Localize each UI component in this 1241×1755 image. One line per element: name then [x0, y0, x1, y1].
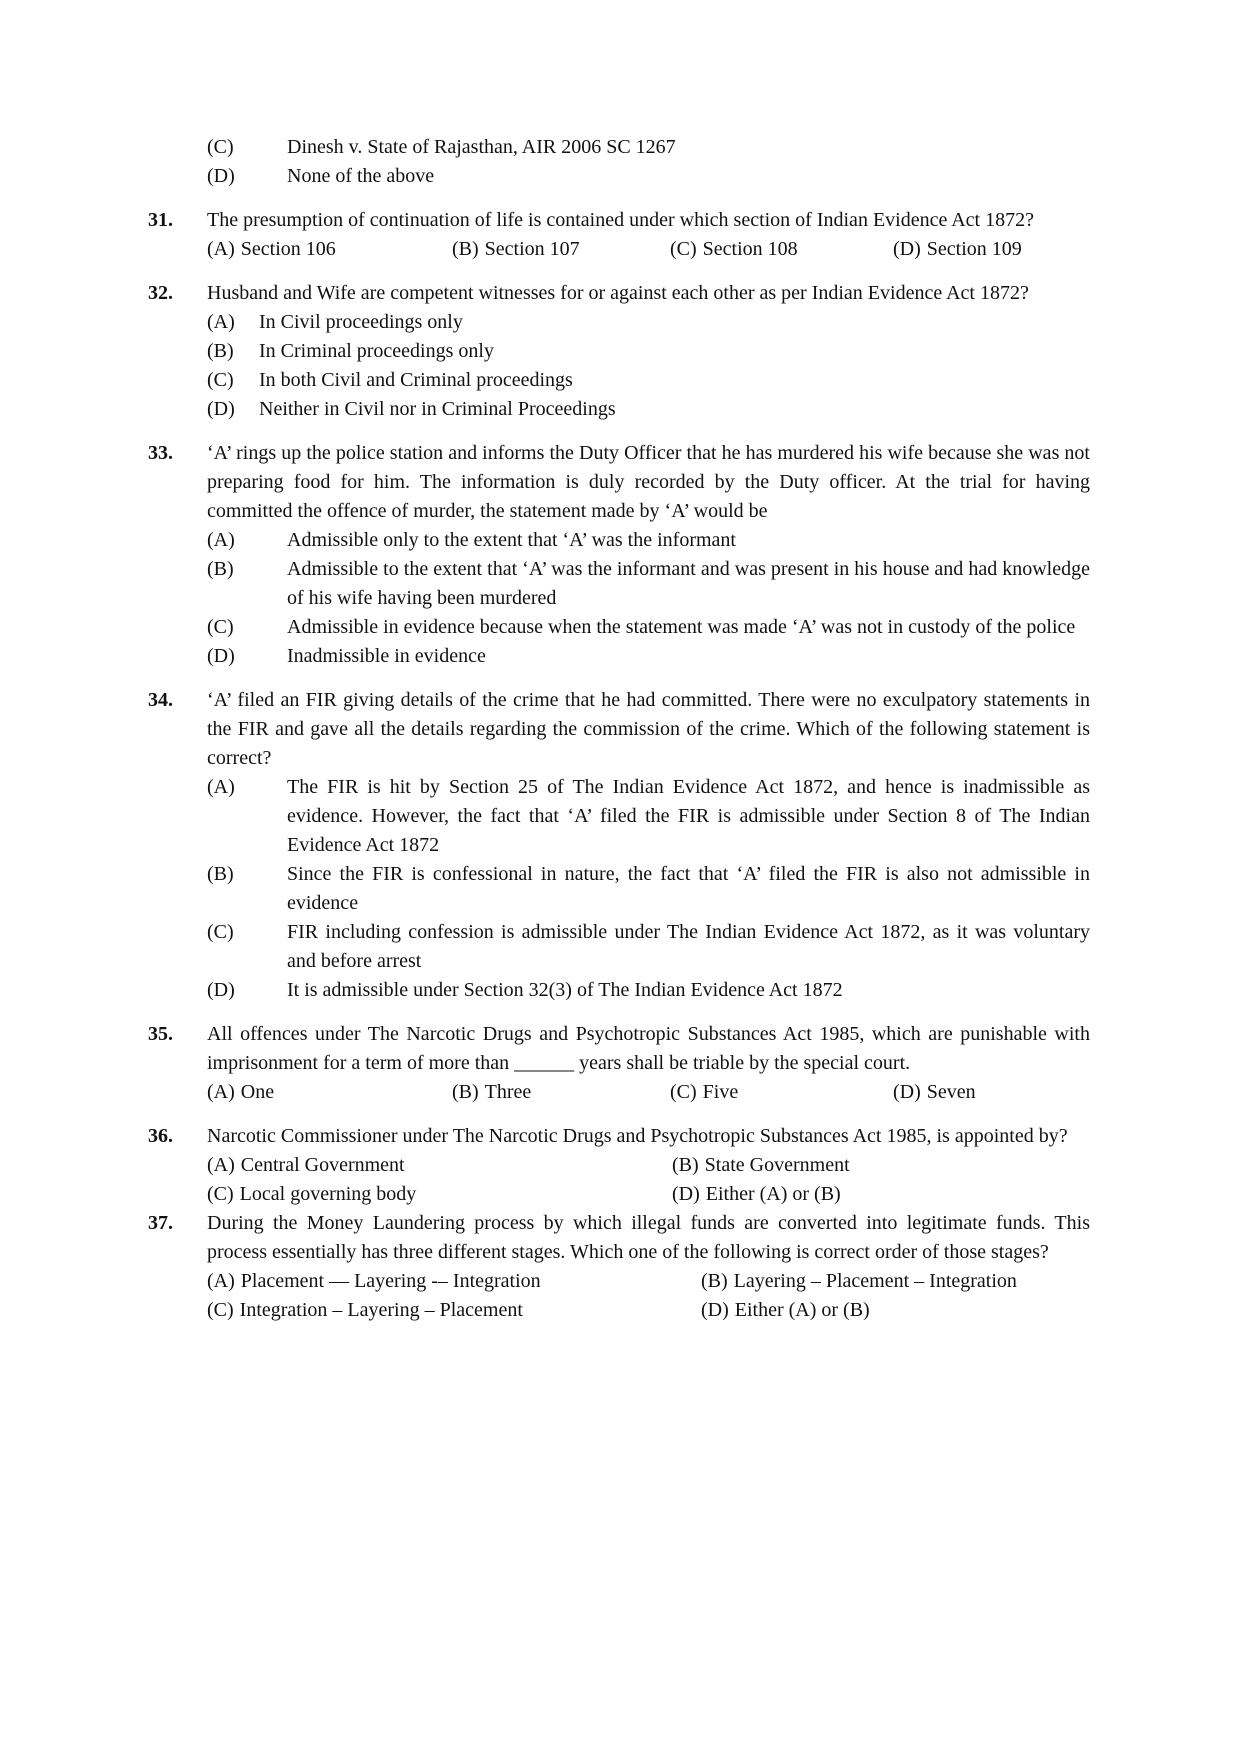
option — [701, 1267, 1090, 1296]
option-text: Neither in Civil nor in Criminal Proceedings — [259, 398, 616, 420]
option-label: (B) — [452, 1081, 479, 1103]
option-label: (A) — [207, 776, 235, 798]
option-row — [207, 773, 1090, 860]
question-36 — [148, 1122, 1241, 1209]
question-number: 31. — [148, 209, 173, 231]
option-label: (D) — [207, 979, 235, 1001]
option-text: Section 106 — [240, 238, 336, 260]
question-text: The presumption of continuation of life is contained under which section of Indian Evidence Act 1872? — [207, 209, 1034, 231]
option-text: In Criminal proceedings only — [259, 340, 494, 362]
option-label: (A) — [207, 1154, 235, 1176]
option-row — [207, 555, 1090, 613]
question-text: Narcotic Commissioner under The Narcotic Drugs and Psychotropic Substances Act 1985, is appointed by? — [207, 1125, 1068, 1147]
option-label: (B) — [207, 558, 234, 580]
options-row — [207, 1078, 1090, 1107]
option-row — [207, 613, 1090, 642]
option-label: (C) — [207, 616, 234, 638]
question-text: All offences under The Narcotic Drugs and Psychotropic Substances Act 1985, which are punishable with imprisonment for a term of more than ______ years shall be triable by the special court. — [207, 1023, 1090, 1074]
question-body — [207, 1020, 1090, 1107]
option-row — [207, 366, 1090, 395]
option-label: (D) — [207, 165, 235, 187]
option — [207, 1151, 672, 1180]
option — [893, 1078, 1090, 1107]
option-text: Integration – Layering – Placement — [239, 1299, 523, 1321]
question-number: 35. — [148, 1023, 173, 1045]
option-label: (A) — [207, 311, 235, 333]
option-text: Since the FIR is confessional in nature, the fact that ‘A’ filed the FIR is also not admissible in evidence — [287, 863, 1090, 914]
option-text: Admissible only to the extent that ‘A’ was the informant — [287, 529, 736, 551]
option-text: Admissible to the extent that ‘A’ was the informant and was present in his house and had knowledge of his wife having been murdered — [287, 558, 1090, 609]
option-label: (D) — [893, 238, 921, 260]
option-label: (C) — [207, 1183, 234, 1205]
option-label: (B) — [452, 238, 479, 260]
option-label: (C) — [207, 136, 234, 158]
option-label: (D) — [701, 1299, 729, 1321]
question-30-options — [148, 133, 1241, 191]
question-body — [207, 686, 1090, 1005]
question-number: 32. — [148, 282, 173, 304]
option-text: Local governing body — [239, 1183, 417, 1205]
option-text: Five — [702, 1081, 739, 1103]
option-text: FIR including confession is admissible under The Indian Evidence Act 1872, as it was voluntary and before arrest — [287, 921, 1090, 972]
option — [452, 235, 670, 264]
option-label: (D) — [893, 1081, 921, 1103]
option-text: It is admissible under Section 32(3) of The Indian Evidence Act 1872 — [287, 979, 843, 1001]
question-number: 37. — [148, 1212, 173, 1234]
option — [207, 1180, 672, 1209]
question-number — [148, 133, 207, 191]
option-text: State Government — [704, 1154, 850, 1176]
option-row — [207, 395, 1090, 424]
option-text: One — [240, 1081, 275, 1103]
option — [207, 1267, 701, 1296]
option — [893, 235, 1090, 264]
option-label: (D) — [207, 398, 235, 420]
option-row — [207, 976, 1090, 1005]
option — [672, 1180, 1090, 1209]
option-text: Section 107 — [484, 238, 580, 260]
option-text: Section 108 — [702, 238, 798, 260]
option-text: Section 109 — [926, 238, 1022, 260]
question-body — [207, 279, 1090, 424]
option — [670, 235, 893, 264]
question-body — [207, 439, 1090, 671]
option-label: (B) — [207, 863, 234, 885]
question-body — [207, 206, 1090, 264]
question-text: ‘A’ filed an FIR giving details of the crime that he had committed. There were no exculpatory statements in the FIR and gave all the details regarding the commission of the crime. Which of the following statement is correct? — [207, 689, 1090, 769]
question-34 — [148, 686, 1241, 1005]
question-body — [207, 1209, 1090, 1325]
option-label: (B) — [672, 1154, 699, 1176]
option-text: Placement — Layering -– Integration — [240, 1270, 541, 1292]
option-text: Inadmissible in evidence — [287, 645, 486, 667]
option-label: (A) — [207, 238, 235, 260]
option-text: Seven — [926, 1081, 976, 1103]
question-number: 34. — [148, 689, 173, 711]
options-row — [207, 1267, 1090, 1325]
option — [672, 1151, 1090, 1180]
option-label: (A) — [207, 1081, 235, 1103]
option-text: In both Civil and Criminal proceedings — [259, 369, 573, 391]
option-row — [207, 133, 1090, 162]
option-row — [207, 918, 1090, 976]
question-body — [207, 1122, 1090, 1209]
question-31 — [148, 206, 1241, 264]
option-text: None of the above — [287, 165, 435, 187]
option-label: (D) — [672, 1183, 700, 1205]
question-32 — [148, 279, 1241, 424]
question-37 — [148, 1209, 1241, 1325]
option — [701, 1296, 1090, 1325]
question-body — [207, 133, 1090, 191]
option-row — [207, 642, 1090, 671]
option-row — [207, 860, 1090, 918]
option-label: (A) — [207, 529, 235, 551]
option-label: (C) — [670, 1081, 697, 1103]
option — [670, 1078, 893, 1107]
option — [207, 235, 452, 264]
option-text: Either (A) or (B) — [734, 1299, 870, 1321]
option-label: (B) — [701, 1270, 728, 1292]
option-label: (B) — [207, 340, 234, 362]
question-text: Husband and Wife are competent witnesses for or against each other as per Indian Evidence Act 1872? — [207, 282, 1029, 304]
option-label: (C) — [670, 238, 697, 260]
option-row — [207, 337, 1090, 366]
option-row — [207, 308, 1090, 337]
option — [452, 1078, 670, 1107]
question-number: 36. — [148, 1125, 173, 1147]
option-label: (C) — [207, 921, 234, 943]
options-row — [207, 1151, 1090, 1209]
question-text: ‘A’ rings up the police station and informs the Duty Officer that he has murdered his wife because she was not preparing food for him. The information is duly recorded by the Duty officer. At the trial for having committed the offence of murder, the statement made by ‘A’ would be — [207, 442, 1090, 522]
option-text: Admissible in evidence because when the statement was made ‘A’ was not in custody of the police — [287, 616, 1076, 638]
option — [207, 1296, 701, 1325]
option-label: (C) — [207, 1299, 234, 1321]
question-35 — [148, 1020, 1241, 1107]
option-label: (A) — [207, 1270, 235, 1292]
option-text: Dinesh v. State of Rajasthan, AIR 2006 SC 1267 — [287, 136, 676, 158]
option-row — [207, 526, 1090, 555]
option-text: In Civil proceedings only — [259, 311, 463, 333]
option-label: (C) — [207, 369, 234, 391]
option-text: Layering – Placement – Integration — [733, 1270, 1017, 1292]
option-text: The FIR is hit by Section 25 of The Indian Evidence Act 1872, and hence is inadmissible as evidence. However, the fact that ‘A’ filed the FIR is admissible under Section 8 of The Indian Evidence Act 1872 — [287, 776, 1090, 856]
option-row — [207, 162, 1090, 191]
option-label: (D) — [207, 645, 235, 667]
option — [207, 1078, 452, 1107]
options-row — [207, 235, 1090, 264]
option-text: Either (A) or (B) — [705, 1183, 841, 1205]
question-33 — [148, 439, 1241, 671]
option-text: Three — [484, 1081, 532, 1103]
question-text: During the Money Laundering process by which illegal funds are converted into legitimate funds. This process essentially has three different stages. Which one of the following is correct order of those stages? — [207, 1212, 1090, 1263]
option-text: Central Government — [240, 1154, 405, 1176]
question-number: 33. — [148, 442, 173, 464]
